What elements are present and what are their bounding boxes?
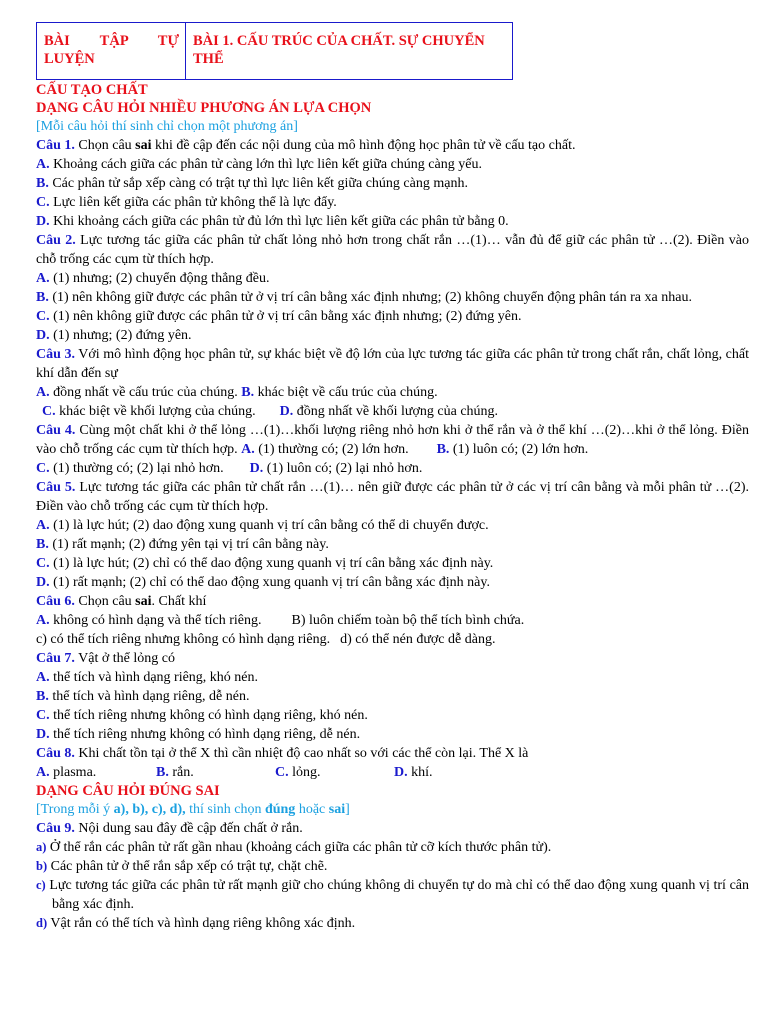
content [36, 81, 749, 933]
header-title: BÀI 1. CẤU TRÚC CỦA CHẤT. SỰ CHUYỂN THỂ [193, 33, 485, 67]
option-label: B. [36, 290, 49, 305]
option-text: (1) nên không giữ được các phân tử ở vị trí cân bằng xác định nhưng; (2) không chuyển động phân tán ra xa nhau. [52, 290, 692, 305]
option-text: (1) nhưng; (2) đứng yên. [53, 328, 192, 343]
option-label: A. [36, 670, 50, 685]
tf-note-end: ] [345, 802, 350, 817]
item-text: Các phân tử ở thể rắn sắp xếp có trật tự, chặt chẽ. [50, 859, 328, 874]
tf-heading: DẠNG CÂU HỎI ĐÚNG SAI [36, 783, 220, 799]
q7-option-d [36, 725, 749, 744]
option-text: khác biệt về cấu trúc của chúng. [257, 385, 438, 400]
item-text: Lực tương tác giữa các phân tử rất mạnh giữ cho chúng không di chuyển tự do mà chỉ có thể dao động xung quanh vị trí cân bằng xác định. [49, 878, 749, 912]
question-3 [36, 345, 749, 383]
option-text: khác biệt về khối lượng của chúng. [59, 404, 256, 419]
option-text: thể tích riêng nhưng không có hình dạng riêng, khó nén. [53, 708, 368, 723]
q8-option-c [275, 763, 394, 782]
q7-number: Câu 7. [36, 651, 75, 666]
q8-option-b [156, 763, 275, 782]
option-text: khí. [411, 765, 433, 780]
option-label: C. [36, 708, 50, 723]
option-text: lỏng. [292, 765, 321, 780]
q4-number: Câu 4. [36, 423, 76, 438]
q1-option-d [36, 212, 749, 231]
option-text: thể tích riêng nhưng không có hình dạng riêng, dễ nén. [53, 727, 361, 742]
question-6 [36, 592, 749, 611]
q2-option-d [36, 326, 749, 345]
mc-note: [Mỗi câu hỏi thí sinh chỉ chọn một phương án] [36, 119, 298, 134]
option-text: B) luôn chiếm toàn bộ thể tích bình chứa. [291, 613, 525, 628]
option-text: (1) luôn có; (2) lớn hơn. [452, 442, 589, 457]
option-label: D. [36, 214, 50, 229]
option-text: Khoảng cách giữa các phân tử càng lớn thì lực liên kết giữa chúng càng yếu. [53, 157, 482, 172]
option-label: A. [241, 442, 255, 457]
q2-option-b [36, 288, 749, 307]
q8-number: Câu 8. [36, 746, 75, 761]
q7-option-a [36, 668, 749, 687]
option-label: A. [36, 271, 50, 286]
q7-option-c [36, 706, 749, 725]
section-title: CẤU TẠO CHẤT [36, 82, 148, 98]
q5-option-a [36, 516, 749, 535]
option-text: c) có thể tích riêng nhưng không có hình dạng riêng. [36, 632, 331, 647]
option-label: B. [36, 176, 49, 191]
q8-option-a [36, 763, 156, 782]
option-label: D. [249, 461, 264, 476]
option-text: (1) thường có; (2) lớn hơn. [258, 442, 409, 457]
q7-option-b [36, 687, 749, 706]
tf-note [36, 800, 749, 819]
q1-text-pre: Chọn câu [74, 138, 136, 153]
tf-note-pre: [Trong mỗi ý [36, 802, 114, 817]
option-text: rắn. [172, 765, 194, 780]
question-2 [36, 231, 749, 269]
q2-option-a [36, 269, 749, 288]
option-text: không có hình dạng và thể tích riêng. [53, 613, 262, 628]
q3-options-ab [36, 383, 749, 402]
option-text: plasma. [53, 765, 97, 780]
option-label: B. [156, 765, 169, 780]
q8-option-d [394, 763, 433, 782]
worksheet-page [36, 22, 749, 933]
q4-text: Cùng một chất khi ở thể lỏng …(1)…khối lượng riêng nhỏ hơn khi ở thể rắn và ở thể khí …(2)…khi ở thể lỏng. Điền vào chỗ trống các cụm từ thích hợp. [36, 423, 749, 457]
option-label: D. [36, 575, 50, 590]
q6-text-bold: sai [135, 594, 152, 609]
option-label: A. [36, 518, 50, 533]
question-8 [36, 744, 749, 763]
option-label: C. [275, 765, 289, 780]
option-text: (1) nhưng; (2) chuyển động thẳng đều. [53, 271, 270, 286]
q8-options [36, 763, 749, 782]
option-label: D. [36, 727, 50, 742]
option-label: D. [36, 328, 50, 343]
question-7 [36, 649, 749, 668]
q5-option-b [36, 535, 749, 554]
option-label: A. [36, 157, 50, 172]
item-text: Ở thể rắn các phân tử rất gần nhau (khoảng cách giữa các phân tử cỡ kích thước phân tử). [49, 840, 552, 855]
q6-text-pre: Chọn câu [74, 594, 136, 609]
option-label: C. [36, 195, 50, 210]
option-label: A. [36, 385, 50, 400]
q6-options-ab [36, 611, 749, 630]
option-text: đồng nhất về khối lượng của chúng. [296, 404, 499, 419]
option-text: (1) thường có; (2) lại nhỏ hơn. [53, 461, 224, 476]
option-text: d) có thể nén được dễ dàng. [340, 632, 496, 647]
tf-note-or: hoặc [295, 802, 329, 817]
q9-item-b [36, 857, 749, 876]
question-1 [36, 136, 749, 155]
option-text: (1) rất mạnh; (2) chỉ có thể dao động xung quanh vị trí cân bằng xác định này. [53, 575, 490, 590]
q9-item-d [36, 914, 749, 933]
tf-note-sai: sai [328, 802, 346, 817]
question-9 [36, 819, 749, 838]
q5-number: Câu 5. [36, 480, 76, 495]
option-label: A. [36, 613, 50, 628]
q2-option-c [36, 307, 749, 326]
option-text: Lực liên kết giữa các phân tử không thể là lực đẩy. [53, 195, 337, 210]
option-text: đồng nhất về cấu trúc của chúng. [53, 385, 238, 400]
question-4 [36, 421, 749, 459]
q6-text-post: . Chất khí [151, 594, 207, 609]
option-label: C. [36, 309, 50, 324]
q1-option-a [36, 155, 749, 174]
header-table [36, 22, 513, 80]
q5-text: Lực tương tác giữa các phân tử chất rắn …(1)… nên giữ được các phân tử ở các vị trí cân bằng và mỗi phân tử …(2). Điền vào chỗ trống các cụm từ thích hợp. [36, 480, 749, 514]
option-text: thể tích và hình dạng riêng, khó nén. [53, 670, 259, 685]
tf-note-refs: a), b), c), d), [113, 802, 186, 817]
option-text: thể tích và hình dạng riêng, dễ nén. [52, 689, 250, 704]
option-label: B. [436, 442, 450, 457]
q3-text: Với mô hình động học phân tử, sự khác biệt về độ lớn của lực tương tác giữa các phân tử trong chất rắn, chất lỏng, chất khí dẫn đến sự [36, 347, 749, 381]
q2-text: Lực tương tác giữa các phân tử chất lỏng nhỏ hơn trong chất rắn …(1)… vẫn đủ để giữ các phân tử …(2). Điền vào chỗ trống các cụm từ thích hợp. [36, 233, 749, 267]
q9-text: Nội dung sau đây đề cập đến chất ở rắn. [74, 821, 303, 836]
item-label: c) [36, 878, 46, 892]
option-label: B. [36, 537, 49, 552]
q5-option-c [36, 554, 749, 573]
q4-options-cd [36, 459, 749, 478]
option-text: Các phân tử sắp xếp càng có trật tự thì lực liên kết giữa chúng càng mạnh. [52, 176, 468, 191]
option-text: (1) là lực hút; (2) chỉ có thể dao động xung quanh vị trí cân bằng xác định này. [53, 556, 494, 571]
q1-number: Câu 1. [36, 138, 75, 153]
option-label: A. [36, 765, 50, 780]
option-label: B. [36, 689, 49, 704]
q1-text-post: khi đề cập đến các nội dung của mô hình động học phân tử về cấu tạo chất. [151, 138, 576, 153]
q9-item-c [36, 876, 749, 914]
option-label: B. [241, 385, 255, 400]
option-text: (1) rất mạnh; (2) đứng yên tại vị trí cân bằng này. [52, 537, 329, 552]
item-label: d) [36, 916, 48, 930]
q3-options-cd [36, 402, 749, 421]
q1-option-c [36, 193, 749, 212]
option-text: (1) luôn có; (2) lại nhỏ hơn. [266, 461, 423, 476]
option-label: D. [279, 404, 294, 419]
item-label: a) [36, 840, 47, 854]
item-label: b) [36, 859, 48, 873]
header-left-line2: LUYỆN [44, 51, 95, 67]
q8-text: Khi chất tồn tại ở thể X thì cần nhiệt độ cao nhất so với các thể còn lại. Thể X là [74, 746, 529, 761]
header-left-line1: BÀI TẬP TỰ [44, 33, 179, 49]
q3-number: Câu 3. [36, 347, 75, 362]
q5-option-d [36, 573, 749, 592]
item-text: Vật rắn có thể tích và hình dạng riêng không xác định. [50, 916, 356, 931]
option-label: D. [394, 765, 408, 780]
q1-option-b [36, 174, 749, 193]
q1-text-bold: sai [135, 138, 152, 153]
q9-number: Câu 9. [36, 821, 75, 836]
option-text: (1) là lực hút; (2) dao động xung quanh vị trí cân bằng có thể di chuyển được. [53, 518, 489, 533]
mc-heading: DẠNG CÂU HỎI NHIỀU PHƯƠNG ÁN LỰA CHỌN [36, 100, 372, 116]
option-label: C. [42, 404, 56, 419]
option-text: (1) nên không giữ được các phân tử ở vị trí cân bằng xác định nhưng; (2) đứng yên. [53, 309, 522, 324]
q2-number: Câu 2. [36, 233, 76, 248]
q6-options-cd [36, 630, 749, 649]
q7-text: Vật ở thể lỏng có [74, 651, 175, 666]
question-5 [36, 478, 749, 516]
q9-item-a [36, 838, 749, 857]
option-text: Khi khoảng cách giữa các phân tử đủ lớn thì lực liên kết giữa các phân tử bằng 0. [53, 214, 509, 229]
option-label: C. [36, 556, 50, 571]
q6-number: Câu 6. [36, 594, 75, 609]
option-label: C. [36, 461, 50, 476]
header-left-cell [37, 23, 186, 79]
tf-note-mid: thí sinh chọn [185, 802, 265, 817]
tf-note-dung: đúng [264, 802, 296, 817]
